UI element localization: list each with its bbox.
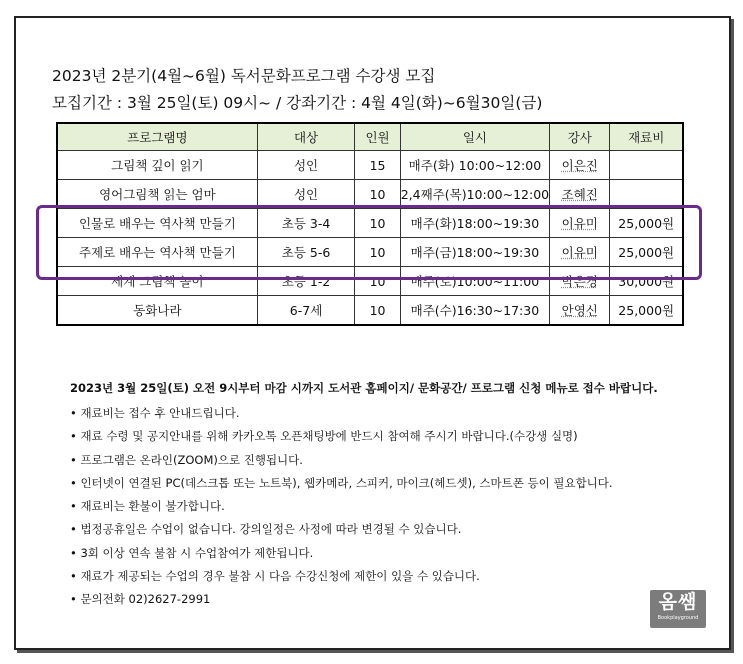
schedule-cell: 매주(수)16:30~17:30 (400, 296, 549, 326)
list-item: • 프로그램은 온라인(ZOOM)으로 진행됩니다. (70, 452, 658, 475)
schedule-cell: 매주(토)10:00~11:00 (400, 267, 549, 296)
list-item: • 문의전화 02)2627-2991 (70, 591, 658, 614)
table-row (57, 267, 683, 296)
notice-period: 모집기간 : 3월 25일(토) 09시~ / 강좌기간 : 4월 4일(화)~6월30일(금) (52, 94, 543, 112)
fee-cell: 25,000원 (610, 238, 683, 267)
schedule-cell: 2,4째주(목)10:00~12:00 (400, 180, 549, 209)
program-name-cell: 동화나라 (57, 296, 257, 326)
schedule-cell: 매주(화)18:00~19:30 (400, 209, 549, 238)
capacity-cell: 10 (355, 238, 400, 267)
table-header-row (57, 123, 683, 151)
instructor-cell: 이유미 (550, 238, 610, 267)
column-header: 재료비 (610, 123, 683, 151)
target-cell: 성인 (257, 180, 355, 209)
program-table (56, 122, 684, 326)
table-row (57, 296, 683, 326)
column-header: 대상 (257, 123, 355, 151)
table-row (57, 209, 683, 238)
program-name-cell: 영어그림책 읽는 엄마 (57, 180, 257, 209)
schedule-cell: 매주(금)18:00~19:30 (400, 238, 549, 267)
column-header: 일시 (400, 123, 549, 151)
table-row (57, 151, 683, 180)
notes-headline: 2023년 3월 25일(토) 오전 9시부터 마감 시까지 도서관 홈페이지/ 문화공간/ 프로그램 신청 메뉴로 접수 바랍니다. (70, 381, 658, 395)
instructor-cell: 안영신 (550, 296, 610, 326)
list-item: • 3회 이상 연속 불참 시 수업참여가 제한됩니다. (70, 545, 658, 568)
fee-cell: 25,000원 (610, 209, 683, 238)
capacity-cell: 10 (355, 180, 400, 209)
notice-title: 2023년 2분기(4월~6월) 독서문화프로그램 수강생 모집 (52, 67, 436, 85)
capacity-cell: 10 (355, 296, 400, 326)
brand-logo (650, 590, 706, 628)
target-cell: 초등 1-2 (257, 267, 355, 296)
program-name-cell: 주제로 배우는 역사책 만들기 (57, 238, 257, 267)
table-row (57, 180, 683, 209)
column-header: 프로그램명 (57, 123, 257, 151)
capacity-cell: 15 (355, 151, 400, 180)
target-cell: 6-7세 (257, 296, 355, 326)
notes-section (70, 380, 658, 615)
instructor-cell: 조혜진 (550, 180, 610, 209)
target-cell: 초등 5-6 (257, 238, 355, 267)
program-name-cell: 인물로 배우는 역사책 만들기 (57, 209, 257, 238)
list-item: • 재료비는 환불이 불가합니다. (70, 498, 658, 521)
list-item: • 재료가 제공되는 수업의 경우 불참 시 다음 수강신청에 제한이 있을 수 있습니다. (70, 568, 658, 591)
target-cell: 초등 3-4 (257, 209, 355, 238)
program-name-cell: 그림책 깊이 읽기 (57, 151, 257, 180)
column-header: 인원 (355, 123, 400, 151)
list-item: • 재료비는 접수 후 안내드립니다. (70, 405, 658, 428)
instructor-cell: 박은경 (550, 267, 610, 296)
instructor-cell: 이유미 (550, 209, 610, 238)
target-cell: 성인 (257, 151, 355, 180)
program-name-cell: 세계 그림책 놀이 (57, 267, 257, 296)
list-item: • 법정공휴일은 수업이 없습니다. 강의일정은 사정에 따라 변경될 수 있습니다. (70, 521, 658, 544)
list-item: • 재료 수령 및 공지안내를 위해 카카오톡 오픈채팅방에 반드시 참여해 주시기 바랍니다.(수강생 실명) (70, 428, 658, 451)
notes-list (70, 405, 658, 615)
logo-subtext: Bookplayground (657, 615, 699, 621)
list-item: • 인터넷이 연결된 PC(데스크톱 또는 노트북), 웹카메라, 스피커, 마이크(헤드셋), 스마트폰 등이 필요합니다. (70, 475, 658, 498)
fee-cell (610, 180, 683, 209)
fee-cell: 30,000원 (610, 267, 683, 296)
fee-cell: 25,000원 (610, 296, 683, 326)
logo-text: 옴쌤 (658, 591, 698, 613)
capacity-cell: 10 (355, 267, 400, 296)
capacity-cell: 10 (355, 209, 400, 238)
fee-cell (610, 151, 683, 180)
instructor-cell: 이은진 (550, 151, 610, 180)
schedule-cell: 매주(화) 10:00~12:00 (400, 151, 549, 180)
table-row (57, 238, 683, 267)
column-header: 강사 (550, 123, 610, 151)
